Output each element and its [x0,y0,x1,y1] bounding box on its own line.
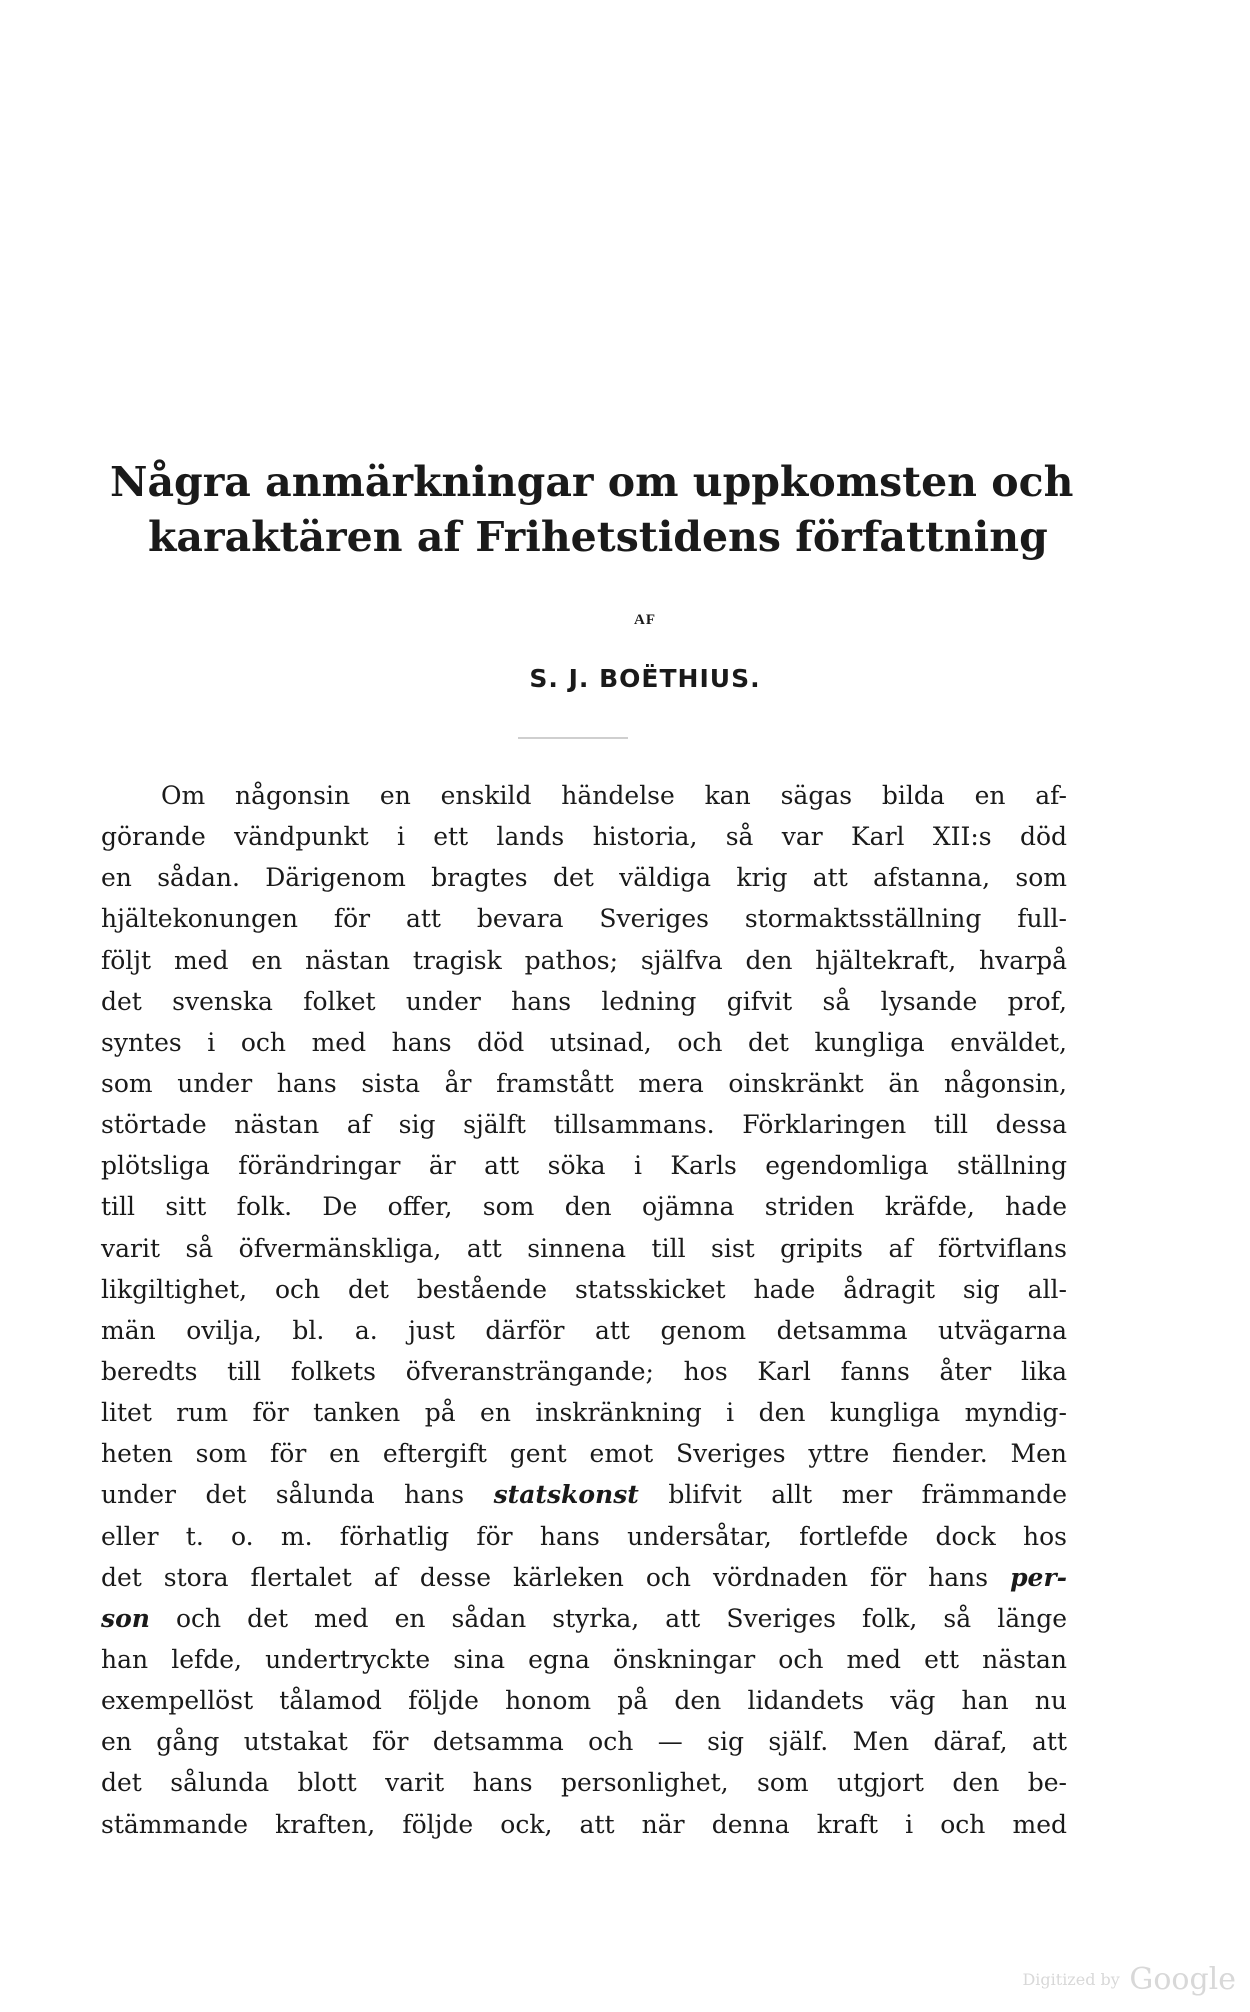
text-line-with-emphasis [101,1474,1067,1515]
text-line: varit så öfvermänskliga, att sinnena till sist gripits af förtviflans [101,1233,1067,1263]
text-line: görande vändpunkt i ett lands historia, så var Karl XII:s död [101,822,1067,852]
text-line: litet rum för tanken på en inskränkning i den kungliga myndig- [101,1398,1067,1428]
text-line: hjältekonungen för att bevara Sveriges stormaktsställning full- [101,904,1067,934]
text-line: en sådan. Därigenom bragtes det väldiga krig att afstanna, som [101,863,1067,893]
text-line-with-emphasis [101,1598,1067,1639]
text-segment: under det sålunda hans [101,1480,494,1510]
emphasis-person-part2: son [101,1603,150,1633]
text-line: eller t. o. m. förhatlig för hans undersåtar, fortlefde dock hos [101,1521,1067,1551]
text-line: Om någonsin en enskild händelse kan sägas bilda en af- [161,781,1067,810]
watermark-prefix: Digitized by [1022,1970,1120,1989]
text-line: heten som för en eftergift gent emot Sveriges yttre fiender. Men [101,1439,1067,1469]
emphasis-person-part1: per- [1010,1562,1067,1592]
text-line: en gång utstakat för detsamma och — sig själf. Men däraf, att [101,1727,1067,1757]
text-line: likgiltighet, och det bestående statsskicket hade ådragit sig all- [101,1274,1067,1304]
text-line: som under hans sista år framstått mera oinskränkt än någonsin, [101,1068,1067,1098]
text-line: det svenska folket under hans ledning gifvit så lysande prof, [101,986,1067,1016]
text-segment: blifvit allt mer främmande [638,1480,1067,1510]
text-line: beredts till folkets öfveransträngande; hos Karl fanns åter lika [101,1356,1067,1386]
text-line-with-emphasis [101,1557,1067,1598]
body-text [101,775,1067,1845]
text-line: följt med en nästan tragisk pathos; själfva den hjältekraft, hvarpå [101,945,1067,975]
text-line: syntes i och med hans död utsinad, och det kungliga enväldet, [101,1027,1067,1057]
author-name: S. J. BOËTHIUS. [529,664,761,693]
emphasis-statskonst: statskonst [493,1480,639,1510]
digitization-watermark [1022,1962,1236,1997]
article-title [110,455,1110,565]
title-line-1: Några anmärkningar om uppkomsten och [110,458,1074,506]
title-line-2: karaktären af Frihetstidens författning [148,513,1048,561]
text-segment: och det med en sådan styrka, att Sveriges folk, så länge [149,1603,1067,1633]
text-line: till sitt folk. De offer, som den ojämna striden kräfde, hade [101,1192,1067,1222]
byline-af: AF [634,612,656,628]
text-line: det sålunda blott varit hans personlighet, som utgjort den be- [101,1768,1067,1798]
watermark-brand: Google [1129,1962,1236,1997]
text-line: plötsliga förändringar är att söka i Karls egendomliga ställning [101,1151,1067,1181]
text-line: störtade nästan af sig själft tillsammans. Förklaringen till dessa [101,1110,1067,1140]
title-divider [518,737,628,739]
text-line: han lefde, undertryckte sina egna önskningar och med ett nästan [101,1644,1067,1674]
text-line: stämmande kraften, följde ock, att när denna kraft i och med [101,1809,1067,1839]
text-line: exempellöst tålamod följde honom på den lidandets väg han nu [101,1686,1067,1716]
text-line: män ovilja, bl. a. just därför att genom detsamma utvägarna [101,1315,1067,1345]
text-segment: det stora flertalet af desse kärleken och vördnaden för hans [101,1562,1011,1592]
